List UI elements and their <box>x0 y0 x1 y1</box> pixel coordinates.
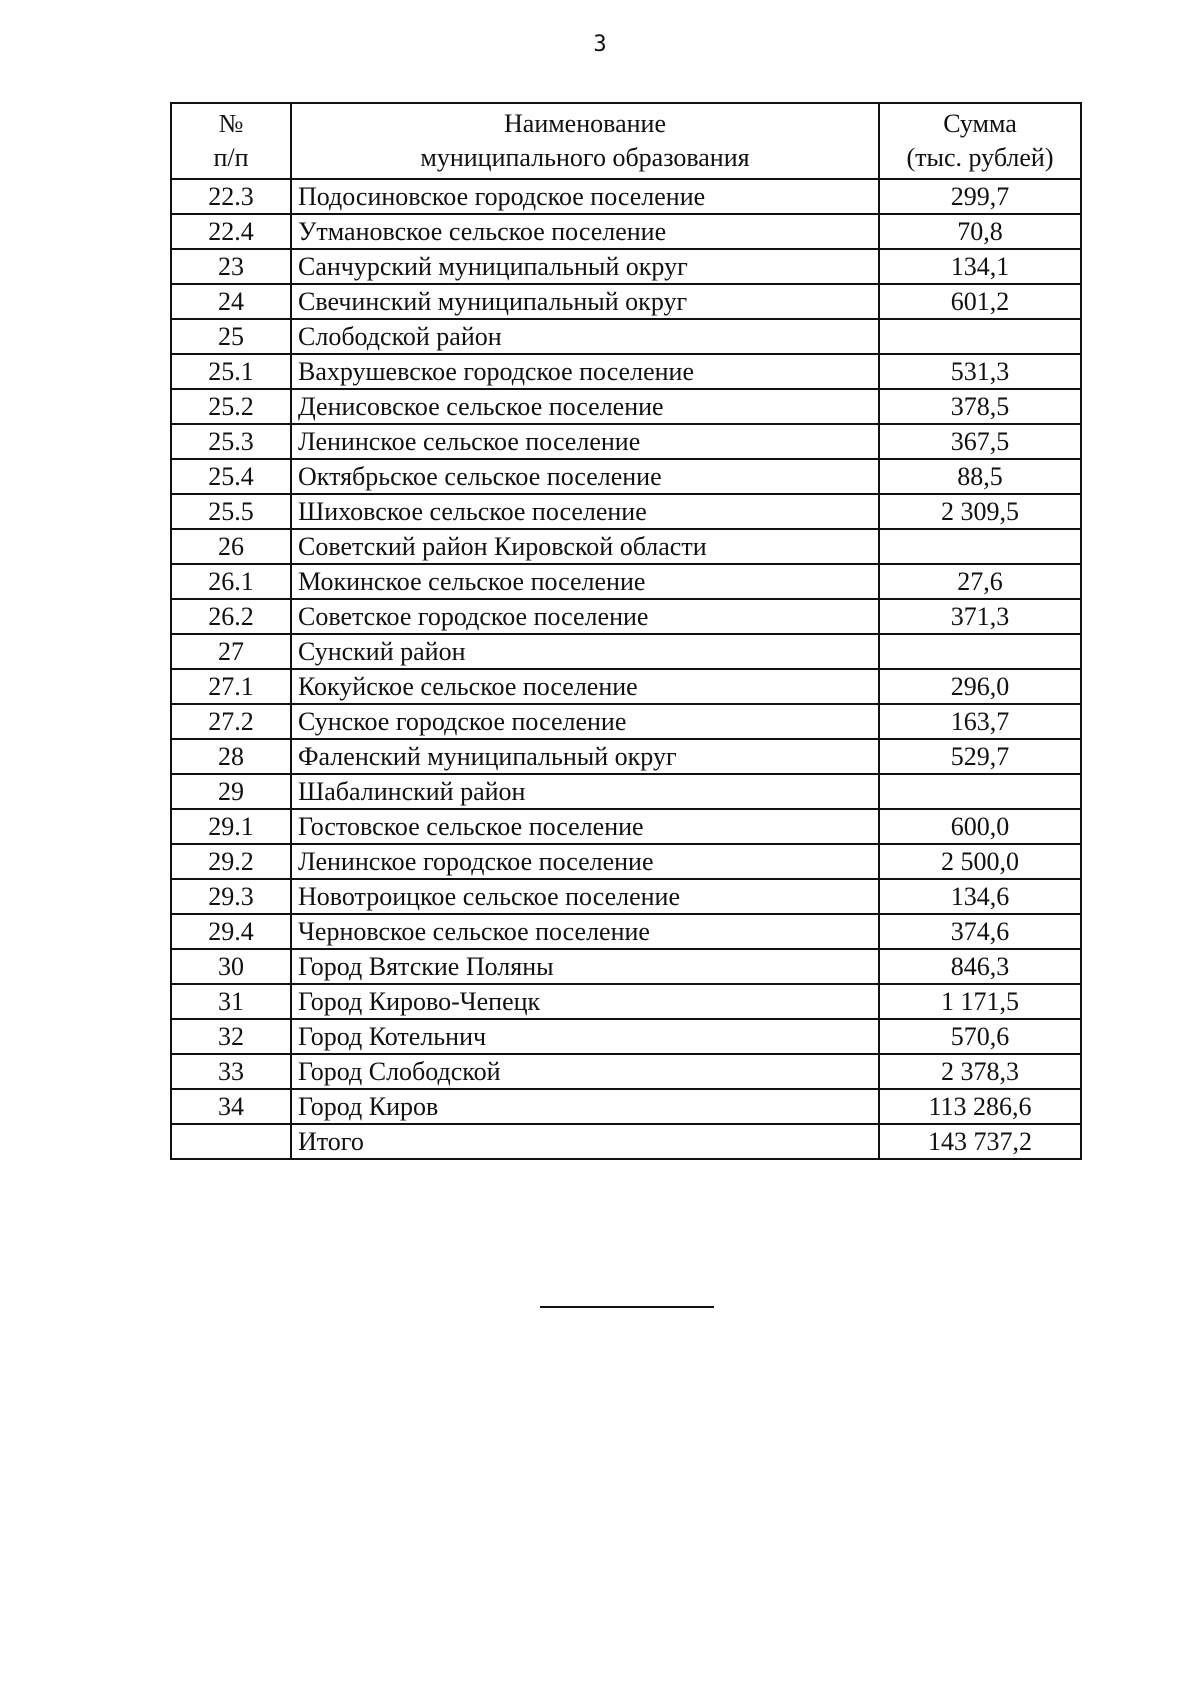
table-row <box>171 984 1081 1019</box>
header-number <box>171 103 291 179</box>
row-number-cell: 29.2 <box>171 844 291 879</box>
row-name-cell: Сунское городское поселение <box>291 704 879 739</box>
row-name-cell: Черновское сельское поселение <box>291 914 879 949</box>
header-number-line-2: п/п <box>213 143 249 172</box>
row-sum-cell: 163,7 <box>879 704 1081 739</box>
row-sum-cell: 113 286,6 <box>879 1089 1081 1124</box>
row-name-cell: Денисовское сельское поселение <box>291 389 879 424</box>
row-name-cell: Слободской район <box>291 319 879 354</box>
row-number-cell: 25.4 <box>171 459 291 494</box>
table-row <box>171 669 1081 704</box>
table-row <box>171 1089 1081 1124</box>
row-number-cell: 25.1 <box>171 354 291 389</box>
row-name-cell: Ленинское сельское поселение <box>291 424 879 459</box>
header-name-line-2: муниципального образования <box>420 143 750 172</box>
row-sum-cell: 2 378,3 <box>879 1054 1081 1089</box>
row-name-cell: Город Киров <box>291 1089 879 1124</box>
row-name-cell: Шиховское сельское поселение <box>291 494 879 529</box>
row-number-cell: 26 <box>171 529 291 564</box>
row-name-cell: Шабалинский район <box>291 774 879 809</box>
table-row <box>171 1054 1081 1089</box>
row-sum-cell: 134,1 <box>879 249 1081 284</box>
table-row <box>171 389 1081 424</box>
table-row <box>171 739 1081 774</box>
row-sum-cell: 374,6 <box>879 914 1081 949</box>
table-header-row <box>171 103 1081 179</box>
allocation-table <box>170 102 1082 1160</box>
table-row <box>171 704 1081 739</box>
table-row <box>171 599 1081 634</box>
header-sum-line-1: Сумма <box>943 109 1017 139</box>
row-sum-cell: 371,3 <box>879 599 1081 634</box>
header-name-line-1: Наименование <box>504 109 666 139</box>
table-row <box>171 914 1081 949</box>
header-name <box>291 103 879 179</box>
row-number-cell: 27 <box>171 634 291 669</box>
table-body <box>171 179 1081 1159</box>
row-number-cell: 26.2 <box>171 599 291 634</box>
row-number-cell: 27.2 <box>171 704 291 739</box>
row-name-cell: Мокинское сельское поселение <box>291 564 879 599</box>
row-sum-cell: 134,6 <box>879 879 1081 914</box>
row-name-cell: Гостовское сельское поселение <box>291 809 879 844</box>
row-number-cell: 29.1 <box>171 809 291 844</box>
row-name-cell: Вахрушевское городское поселение <box>291 354 879 389</box>
table-row <box>171 494 1081 529</box>
row-name-cell: Ленинское городское поселение <box>291 844 879 879</box>
row-sum-cell: 600,0 <box>879 809 1081 844</box>
row-number-cell: 29 <box>171 774 291 809</box>
row-number-cell: 30 <box>171 949 291 984</box>
row-number-cell: 32 <box>171 1019 291 1054</box>
table-row <box>171 634 1081 669</box>
row-number-cell: 31 <box>171 984 291 1019</box>
table-row <box>171 354 1081 389</box>
row-number-cell: 28 <box>171 739 291 774</box>
row-name-cell: Подосиновское городское поселение <box>291 179 879 214</box>
row-number-cell: 25 <box>171 319 291 354</box>
row-number-cell: 33 <box>171 1054 291 1089</box>
table-row <box>171 809 1081 844</box>
row-number-cell: 27.1 <box>171 669 291 704</box>
table-row <box>171 529 1081 564</box>
row-sum-cell: 143 737,2 <box>879 1124 1081 1159</box>
table-row <box>171 284 1081 319</box>
row-sum-cell <box>879 529 1081 564</box>
row-sum-cell: 70,8 <box>879 214 1081 249</box>
row-sum-cell <box>879 774 1081 809</box>
row-sum-cell: 296,0 <box>879 669 1081 704</box>
row-name-cell: Кокуйское сельское поселение <box>291 669 879 704</box>
row-name-cell: Санчурский муниципальный округ <box>291 249 879 284</box>
row-name-cell: Итого <box>291 1124 879 1159</box>
row-sum-cell: 846,3 <box>879 949 1081 984</box>
table-row <box>171 214 1081 249</box>
row-number-cell: 25.2 <box>171 389 291 424</box>
row-sum-cell: 1 171,5 <box>879 984 1081 1019</box>
table-row <box>171 319 1081 354</box>
row-sum-cell: 529,7 <box>879 739 1081 774</box>
row-sum-cell: 299,7 <box>879 179 1081 214</box>
row-sum-cell: 2 309,5 <box>879 494 1081 529</box>
row-sum-cell: 378,5 <box>879 389 1081 424</box>
end-separator-line <box>540 1306 714 1308</box>
table-row-total <box>171 1124 1081 1159</box>
row-name-cell: Октябрьское сельское поселение <box>291 459 879 494</box>
table-row <box>171 879 1081 914</box>
table-row <box>171 424 1081 459</box>
row-name-cell: Город Слободской <box>291 1054 879 1089</box>
row-name-cell: Город Котельнич <box>291 1019 879 1054</box>
row-sum-cell: 570,6 <box>879 1019 1081 1054</box>
row-sum-cell: 2 500,0 <box>879 844 1081 879</box>
page-number: 3 <box>593 32 607 57</box>
row-sum-cell <box>879 634 1081 669</box>
row-number-cell: 29.3 <box>171 879 291 914</box>
row-name-cell: Сунский район <box>291 634 879 669</box>
row-sum-cell: 367,5 <box>879 424 1081 459</box>
row-number-cell: 24 <box>171 284 291 319</box>
row-sum-cell: 27,6 <box>879 564 1081 599</box>
row-sum-cell: 601,2 <box>879 284 1081 319</box>
table-row <box>171 564 1081 599</box>
header-sum-line-2: (тыс. рублей) <box>906 143 1054 172</box>
row-number-cell: 34 <box>171 1089 291 1124</box>
table-row <box>171 949 1081 984</box>
row-number-cell: 29.4 <box>171 914 291 949</box>
table-row <box>171 459 1081 494</box>
header-number-line-1: № <box>218 109 244 139</box>
row-number-cell: 26.1 <box>171 564 291 599</box>
row-sum-cell: 88,5 <box>879 459 1081 494</box>
table-row <box>171 179 1081 214</box>
row-sum-cell: 531,3 <box>879 354 1081 389</box>
row-number-cell: 25.5 <box>171 494 291 529</box>
row-name-cell: Свечинский муниципальный округ <box>291 284 879 319</box>
row-number-cell: 22.3 <box>171 179 291 214</box>
row-number-cell: 25.3 <box>171 424 291 459</box>
row-number-cell: 22.4 <box>171 214 291 249</box>
row-name-cell: Город Кирово-Чепецк <box>291 984 879 1019</box>
row-name-cell: Советский район Кировской области <box>291 529 879 564</box>
row-name-cell: Фаленский муниципальный округ <box>291 739 879 774</box>
table-row <box>171 844 1081 879</box>
row-name-cell: Советское городское поселение <box>291 599 879 634</box>
row-number-cell: 23 <box>171 249 291 284</box>
table-row <box>171 774 1081 809</box>
table-row <box>171 249 1081 284</box>
row-name-cell: Новотроицкое сельское поселение <box>291 879 879 914</box>
row-name-cell: Город Вятские Поляны <box>291 949 879 984</box>
row-name-cell: Утмановское сельское поселение <box>291 214 879 249</box>
header-sum <box>879 103 1081 179</box>
table-row <box>171 1019 1081 1054</box>
row-sum-cell <box>879 319 1081 354</box>
row-number-cell <box>171 1124 291 1159</box>
